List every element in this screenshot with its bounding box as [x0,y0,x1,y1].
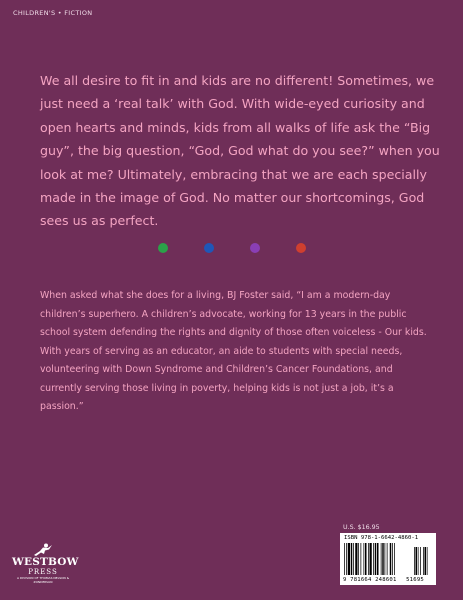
barcode-box [340,533,436,585]
barcode-main-number: 9 781664 248601 [343,577,397,583]
barcode-number [343,577,424,583]
category-label: CHILDREN'S • FICTION [13,9,93,17]
author-bio: When asked what she does for a living, BJ Foster said, “I am a modern-day children’s superhero. A children’s advocate, working for 13 years in the public school system defending the rights and dignity of those often voiceless - Our kids. With years of serving as an educator, an aide to students with special needs, volunteering with Down Syndrome and Children’s Cancer Foundations, and currently serving those living in poverty, helping kids is not just a job, it’s a passion.” [40,290,427,412]
publisher-press: PRESS [28,568,58,576]
book-blurb: We all desire to fit in and kids are no different! Sometimes, we just need a ‘real talk’ with God. With wide-eyed curiosity and open hearts and minds, kids from all walks of life ask the “Big guy”, the big question, “God, God what do you see?” when you look at me? Ultimately, embracing that we are each specially made in the image of God. No matter our shortcomings, God sees us as perfect. [40,73,440,229]
price-label: U.S. $16.95 [343,524,380,531]
publisher-logo [12,543,79,584]
green-dot [158,243,168,253]
decorative-dots [0,243,463,253]
publisher-tagline: A DIVISION OF THOMAS NELSON & ZONDERVAN [16,576,70,584]
isbn-label: ISBN 978-1-6642-4860-1 [344,535,419,541]
barcode-icon [344,543,432,577]
red-dot [296,243,306,253]
publisher-figure-icon [32,543,54,557]
publisher-name: WESTBOW [12,556,79,568]
purple-dot [250,243,260,253]
blue-dot [204,243,214,253]
barcode-addon-number: 51695 [406,577,424,583]
